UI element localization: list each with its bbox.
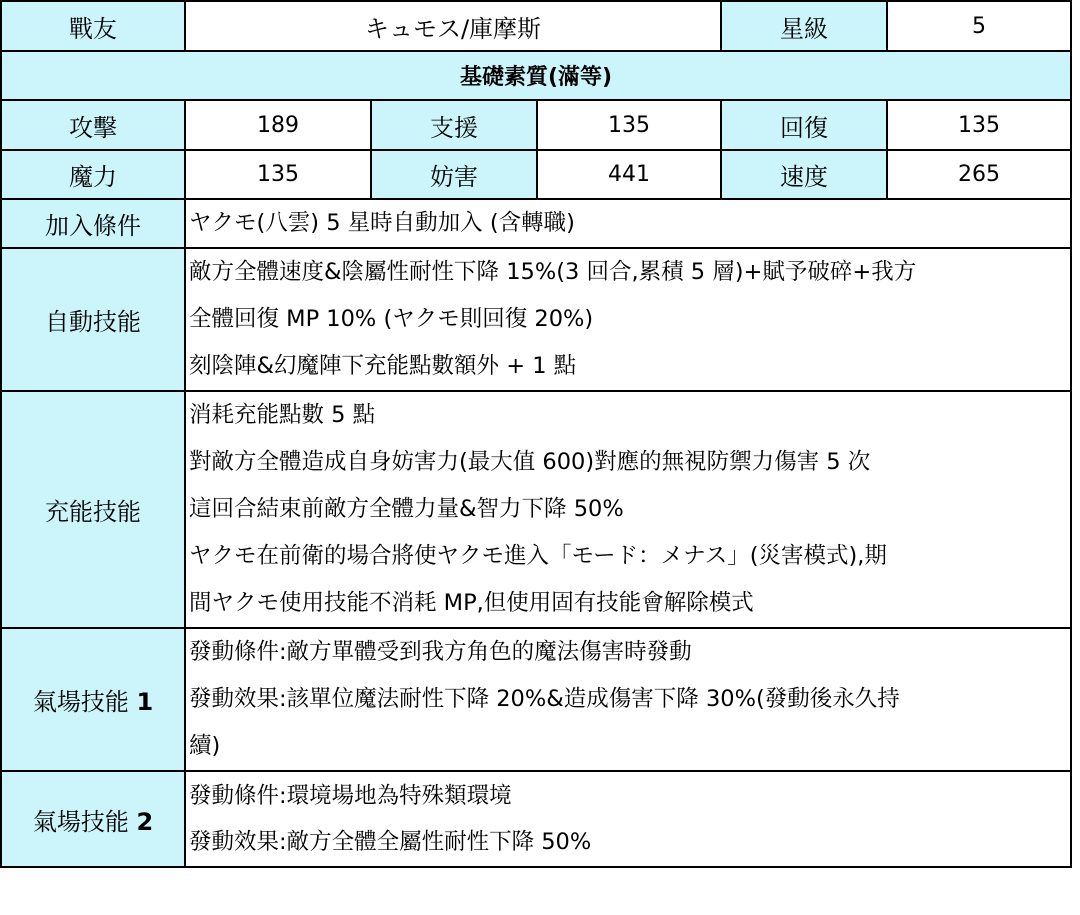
field-skill-2-line: 發動條件:環境場地為特殊類環境: [189, 782, 512, 809]
star-label: 星級: [721, 1, 887, 51]
stat-value-magic: 135: [185, 150, 371, 199]
companion-label: 戰友: [1, 1, 185, 51]
auto-skill-text: [185, 248, 1071, 391]
stat-label-support: 支援: [371, 100, 537, 150]
stats-row-2: [1, 150, 1071, 199]
stat-value-attack: 189: [185, 100, 371, 150]
base-section-title: 基礎素質(滿等): [1, 51, 1071, 100]
base-section-row: [1, 51, 1071, 100]
header-row: [1, 1, 1071, 51]
field-skill-1-label-num: 1: [136, 688, 154, 716]
field-skill-1-row: [1, 628, 1071, 771]
auto-skill-label: 自動技能: [1, 248, 185, 391]
charge-skill-line: 消耗充能點數 5 點: [189, 402, 376, 428]
field-skill-2-label-text: 氣場技能: [32, 807, 137, 836]
charge-skill-line: 這回合結束前敵方全體力量&智力下降 50%: [189, 496, 624, 522]
stat-value-hinder: 441: [537, 150, 721, 199]
field-skill-2-text: [185, 771, 1071, 867]
auto-skill-line: 刻陰陣&幻魔陣下充能點數額外 + 1 點: [189, 353, 577, 379]
stat-label-attack: 攻擊: [1, 100, 185, 150]
stat-value-recovery: 135: [887, 100, 1071, 150]
stat-label-hinder: 妨害: [371, 150, 537, 199]
charge-skill-row: [1, 391, 1071, 628]
field-skill-2-line: 發動效果:敵方全體全屬性耐性下降 50%: [189, 829, 592, 855]
auto-skill-line: 敵方全體速度&陰屬性耐性下降 15%(3 回合,累積 5 層)+賦予破碎+我方: [189, 259, 917, 285]
companion-name: キュモス/庫摩斯: [185, 1, 721, 51]
charge-skill-line: 間ヤクモ使用技能不消耗 MP,但使用固有技能會解除模式: [189, 590, 754, 616]
auto-skill-row: [1, 248, 1071, 391]
join-condition-text: ヤクモ(八雲) 5 星時自動加入 (含轉職): [189, 210, 575, 236]
field-skill-2-label-num: 2: [136, 807, 154, 836]
stat-label-magic: 魔力: [1, 150, 185, 199]
stat-value-speed: 265: [887, 150, 1071, 199]
charge-skill-line: ヤクモ在前衛的場合將使ヤクモ進入「モード：メナス」(災害模式),期: [189, 543, 887, 569]
join-row: [1, 199, 1071, 248]
field-skill-1-line: 發動效果:該單位魔法耐性下降 20%&造成傷害下降 30%(發動後永久持: [189, 686, 900, 712]
field-skill-1-text: [185, 628, 1071, 771]
field-skill-1-label: [1, 628, 185, 771]
stats-row-1: [1, 100, 1071, 150]
auto-skill-line: 全體回復 MP 10% (ヤクモ則回復 20%): [189, 306, 594, 332]
field-skill-2-row: [1, 771, 1071, 867]
charge-skill-label: 充能技能: [1, 391, 185, 628]
join-text: [185, 199, 1071, 248]
stat-label-speed: 速度: [721, 150, 887, 199]
stat-label-recovery: 回復: [721, 100, 887, 150]
stat-value-support: 135: [537, 100, 721, 150]
field-skill-1-label-text: 氣場技能: [32, 688, 137, 716]
charge-skill-line: 對敵方全體造成自身妨害力(最大值 600)對應的無視防禦力傷害 5 次: [189, 449, 871, 475]
field-skill-2-label: [1, 771, 185, 867]
star-value: 5: [887, 1, 1071, 51]
field-skill-1-line: 發動條件:敵方單體受到我方角色的魔法傷害時發動: [189, 639, 692, 665]
join-label: 加入條件: [1, 199, 185, 248]
field-skill-1-line: 續): [189, 733, 221, 759]
charge-skill-text: [185, 391, 1071, 628]
